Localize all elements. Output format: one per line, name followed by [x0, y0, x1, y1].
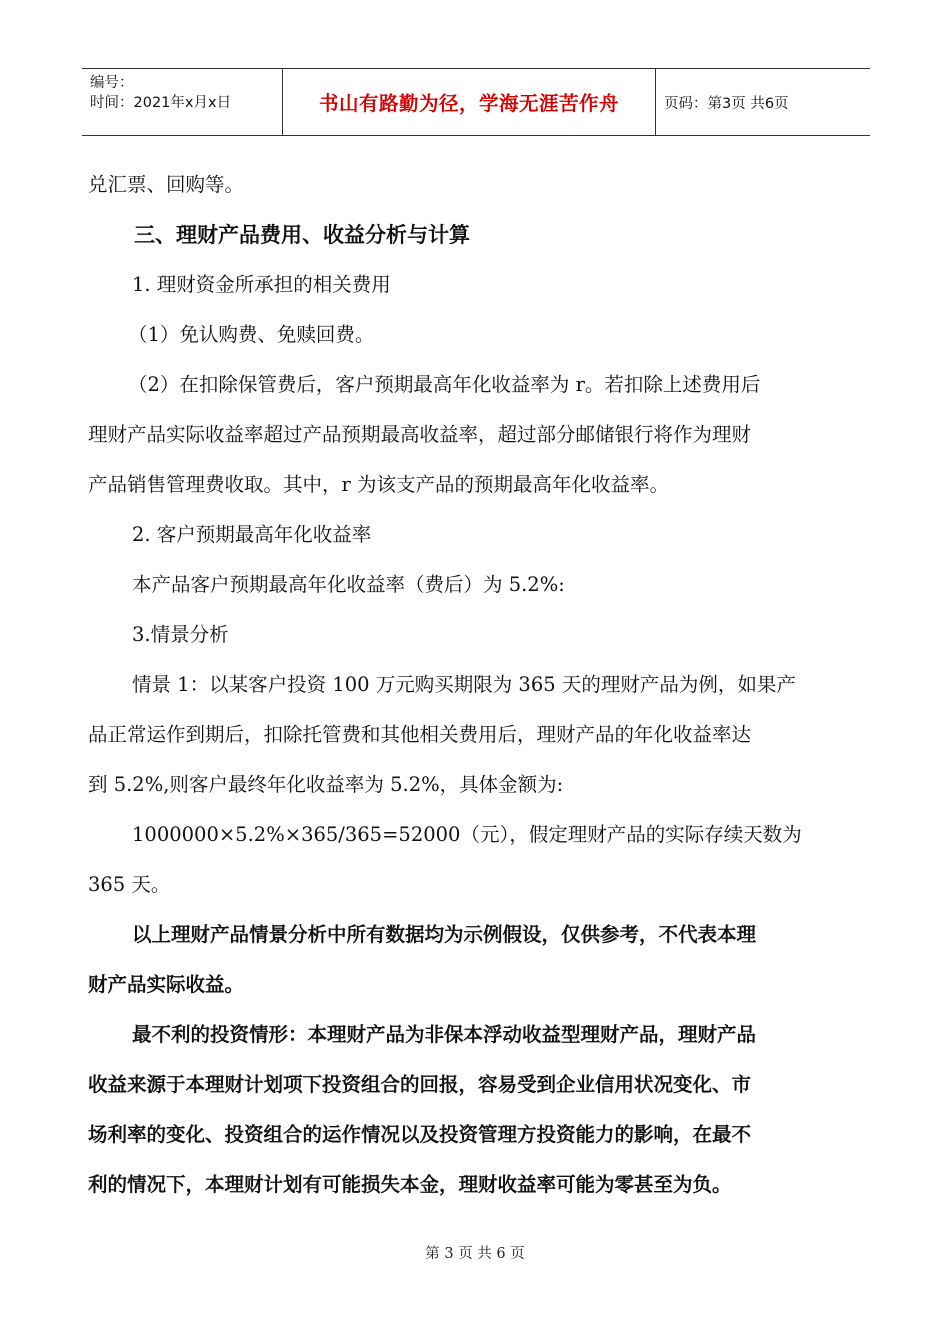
page-footer: 第 3 页 共 6 页 — [425, 1246, 525, 1262]
subsection-title: 1. 理财资金所承担的相关费用 — [132, 273, 391, 296]
risk-paragraph-line: 最不利的投资情形：本理财产品为非保本浮动收益型理财产品，理财产品 — [132, 1023, 757, 1046]
header-meta — [82, 69, 282, 135]
paragraph-line: 到 5.2%,则客户最终年化收益率为 5.2%，具体金额为: — [88, 773, 564, 796]
paragraph-line: 情景 1：以某客户投资 100 万元购买期限为 365 天的理财产品为例，如果产 — [132, 673, 796, 696]
paragraph-line: 产品销售管理费收取。其中，r 为该支产品的预期最高年化收益率。 — [88, 473, 670, 496]
subsection-title: 2. 客户预期最高年化收益率 — [132, 523, 372, 546]
paragraph-line: 365 天。 — [88, 873, 171, 896]
paragraph-line: 理财产品实际收益率超过产品预期最高收益率，超过部分邮储银行将作为理财 — [88, 423, 752, 446]
list-item: （2）在扣除保管费后，客户预期最高年化收益率为 r。若扣除上述费用后 — [128, 373, 761, 396]
subsection-title: 3.情景分析 — [132, 623, 229, 646]
section-heading: 三、理财产品费用、收益分析与计算 — [134, 223, 470, 247]
header-motto: 书山有路勤为径，学海无涯苦作舟 — [282, 69, 656, 135]
disclaimer-line: 以上理财产品情景分析中所有数据均为示例假设，仅供参考，不代表本理 — [132, 923, 757, 946]
risk-paragraph-line: 收益来源于本理财计划项下投资组合的回报，容易受到企业信用状况变化、市 — [88, 1073, 752, 1096]
formula-line: 1000000×5.2%×365/365=52000（元），假定理财产品的实际存续天数为 — [132, 823, 802, 846]
paragraph-line: 品正常运作到期后，扣除托管费和其他相关费用后，理财产品的年化收益率达 — [88, 723, 752, 746]
document-body — [88, 160, 864, 1210]
document-time-label: 时间：2021年x月x日 — [90, 95, 232, 111]
document-number-label: 编号： — [90, 75, 134, 91]
risk-paragraph-line: 利的情况下，本理财计划有可能损失本金，理财收益率可能为零甚至为负。 — [88, 1173, 732, 1196]
page-header — [82, 68, 870, 136]
risk-paragraph-line: 场利率的变化、投资组合的运作情况以及投资管理方投资能力的影响，在最不 — [88, 1123, 752, 1146]
paragraph-line: 本产品客户预期最高年化收益率（费后）为 5.2%: — [132, 573, 565, 596]
disclaimer-line: 财产品实际收益。 — [88, 973, 245, 996]
list-item: （1）免认购费、免赎回费。 — [128, 323, 375, 346]
header-page-number: 页码：第3页 共6页 — [664, 95, 789, 112]
paragraph-line: 兑汇票、回购等。 — [88, 173, 245, 196]
